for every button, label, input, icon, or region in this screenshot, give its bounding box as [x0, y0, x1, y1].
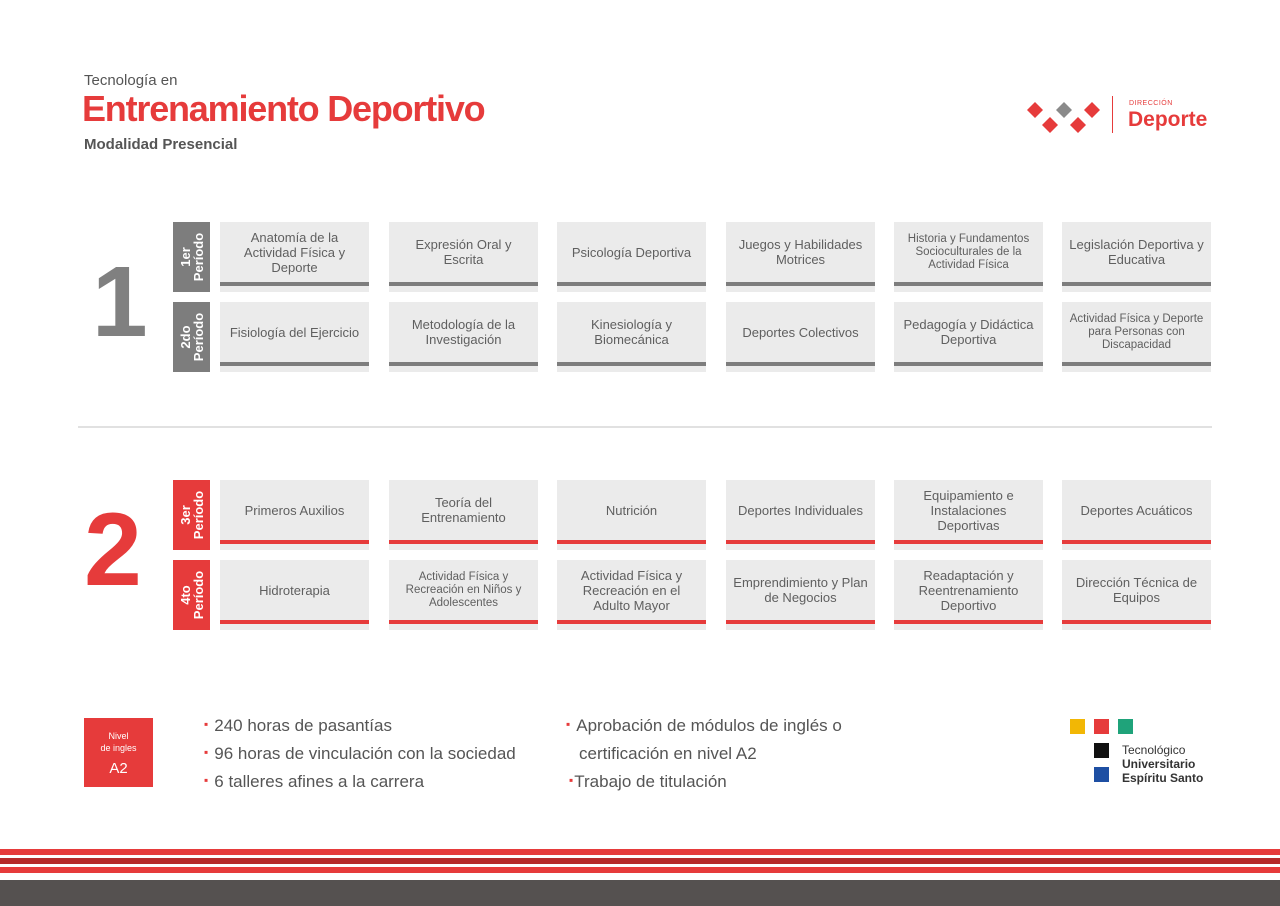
requirement-item: ▪Trabajo de titulación	[569, 772, 727, 791]
course-card: Nutrición	[557, 480, 706, 550]
bullet-icon: ▪	[204, 717, 209, 731]
course-card: Fisiología del Ejercicio	[220, 302, 369, 372]
year-number-2: 2	[84, 492, 142, 608]
period-label-2: 2do Período	[173, 302, 210, 372]
course-card: Juegos y Habilidades Motrices	[726, 222, 875, 292]
course-card: Expresión Oral y Escrita	[389, 222, 538, 292]
course-card: Actividad Física y Recreación en el Adulto Mayor	[557, 560, 706, 630]
logo-square-yellow	[1070, 719, 1085, 734]
course-card: Anatomía de la Actividad Física y Deporte	[220, 222, 369, 292]
institution-line-1: Tecnológico	[1122, 743, 1186, 757]
requirement-item: ▪ 6 talleres afines a la carrera	[204, 772, 425, 791]
english-level-badge: Nivel de ingles A2	[84, 718, 153, 787]
logo-square-green	[1118, 719, 1133, 734]
bullet-icon: ▪	[569, 773, 574, 787]
period-label-1: 1er Período	[173, 222, 210, 292]
period-label-3: 3er Período	[173, 480, 210, 550]
program-prefix: Tecnología en	[84, 72, 178, 89]
course-card: Actividad Física y Deporte para Personas con Discapacidad	[1062, 302, 1211, 372]
course-card: Hidroterapia	[220, 560, 369, 630]
logo-small-text: DIRECCIÓN	[1129, 100, 1173, 107]
requirement-item: ▪ 96 horas de vinculación con la sociedad	[204, 744, 516, 763]
logo-square-red	[1094, 719, 1109, 734]
course-card: Metodología de la Investigación	[389, 302, 538, 372]
year-number-1: 1	[92, 246, 148, 358]
requirement-item: ▪ 240 horas de pasantías	[204, 716, 392, 735]
institution-line-2: Universitario	[1122, 757, 1196, 771]
footer-bar	[0, 880, 1280, 906]
course-card: Dirección Técnica de Equipos	[1062, 560, 1211, 630]
logo-square-blue	[1094, 767, 1109, 782]
requirement-item-continuation: certificación en nivel A2	[579, 744, 757, 763]
footer-stripe	[0, 858, 1280, 864]
course-card: Deportes Individuales	[726, 480, 875, 550]
course-card: Primeros Auxilios	[220, 480, 369, 550]
direccion-logo-icon	[1026, 98, 1104, 138]
course-card: Readaptación y Reentrenamiento Deportivo	[894, 560, 1043, 630]
course-card: Teoría del Entrenamiento	[389, 480, 538, 550]
course-card: Psicología Deportiva	[557, 222, 706, 292]
program-title: Entrenamiento Deportivo	[82, 88, 485, 129]
course-card: Kinesiología y Biomecánica	[557, 302, 706, 372]
course-card: Emprendimiento y Plan de Negocios	[726, 560, 875, 630]
logo-square-black	[1094, 743, 1109, 758]
course-card: Legislación Deportiva y Educativa	[1062, 222, 1211, 292]
course-card: Historia y Fundamentos Socioculturales de la Actividad Física	[894, 222, 1043, 292]
course-card: Actividad Física y Recreación en Niños y Adolescentes	[389, 560, 538, 630]
bullet-icon: ▪	[204, 773, 209, 787]
footer-stripe	[0, 867, 1280, 873]
requirement-item: ▪ Aprobación de módulos de inglés o	[566, 716, 842, 735]
course-card: Deportes Acuáticos	[1062, 480, 1211, 550]
logo-divider	[1112, 96, 1113, 133]
program-modality: Modalidad Presencial	[84, 136, 238, 153]
course-card: Equipamiento e Instalaciones Deportivas	[894, 480, 1043, 550]
course-card: Pedagogía y Didáctica Deportiva	[894, 302, 1043, 372]
period-label-4: 4to Período	[173, 560, 210, 630]
institution-line-3: Espíritu Santo	[1122, 771, 1204, 785]
year-divider	[78, 426, 1212, 428]
bullet-icon: ▪	[566, 717, 571, 731]
footer-stripe	[0, 849, 1280, 855]
logo-name: Deporte	[1128, 108, 1208, 131]
bullet-icon: ▪	[204, 745, 209, 759]
course-card: Deportes Colectivos	[726, 302, 875, 372]
